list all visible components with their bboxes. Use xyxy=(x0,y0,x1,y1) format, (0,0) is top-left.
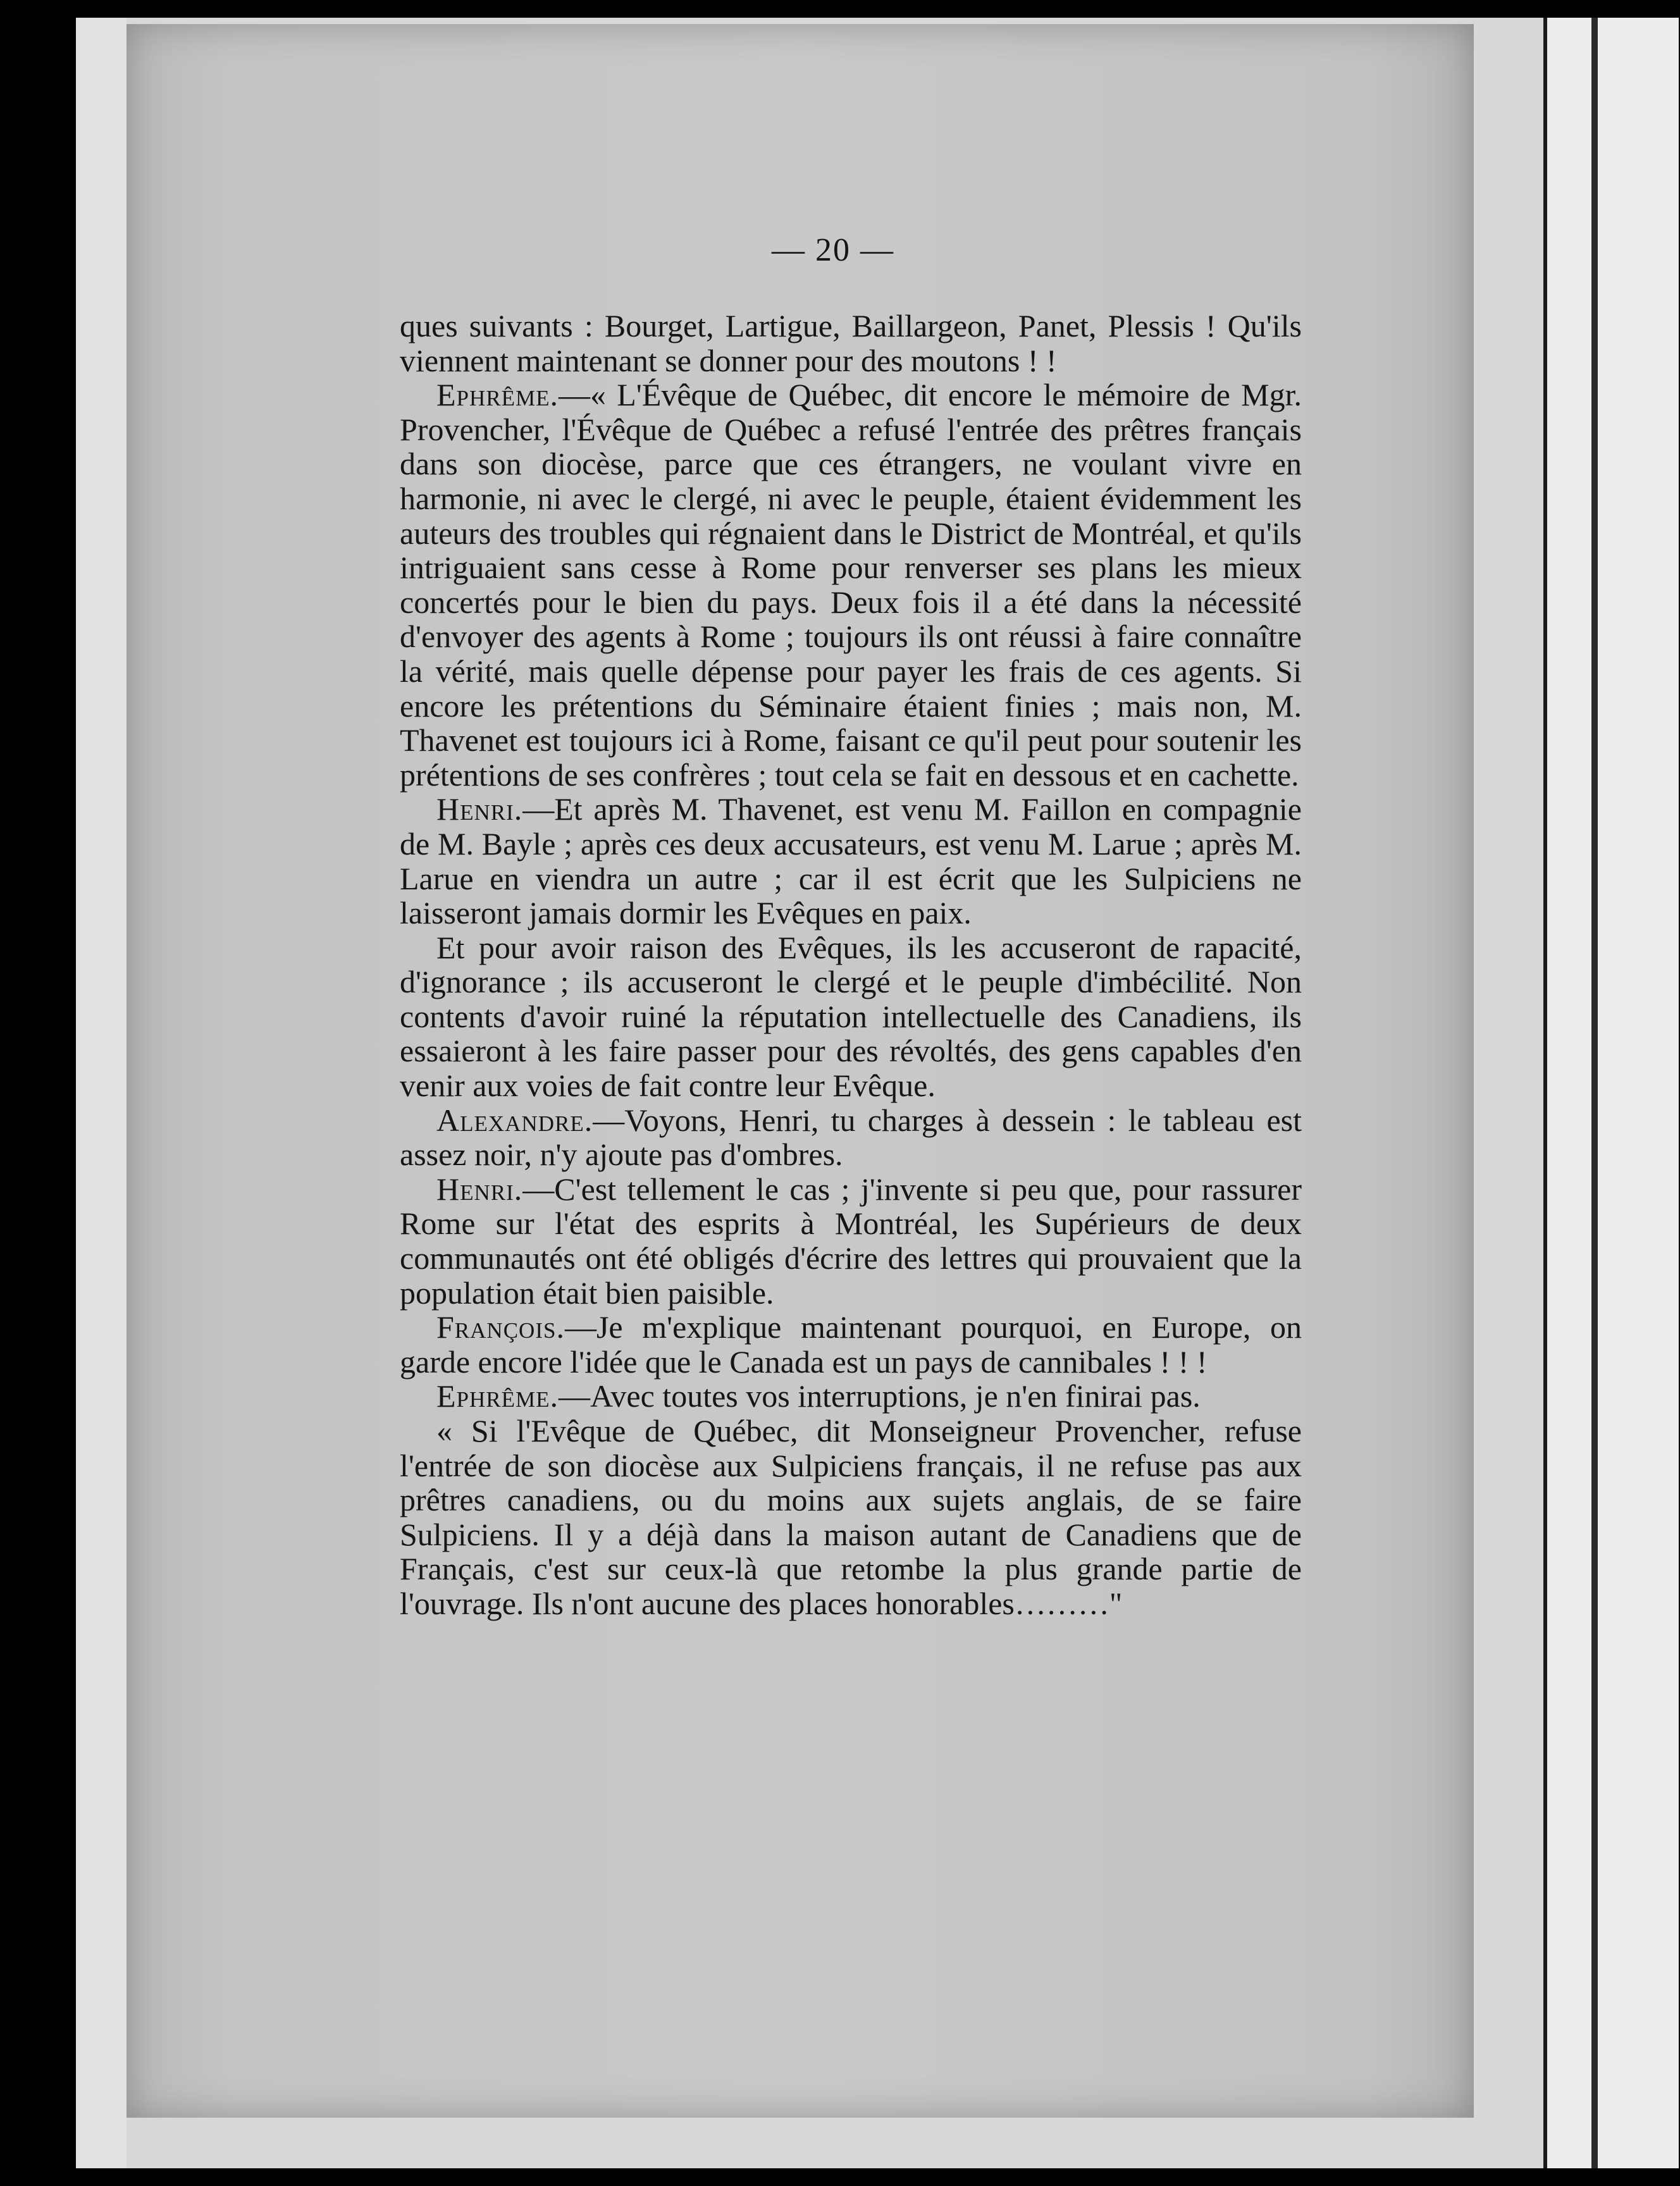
paragraph-text: —C'est tellement le cas ; j'invente si peu que, pour rassurer Rome sur l'état des esprits à Montréal, les Supérieurs de deux communautés ont été obligés d'écrire des lettres qui prouvaient que la population était bien paisible. xyxy=(400,1171,1302,1311)
paragraph-text: —Je m'explique maintenant pourquoi, en Europe, on garde encore l'idée que le Canada est un pays de cannibales ! ! ! xyxy=(400,1309,1302,1380)
speaker-name: Ephrême. xyxy=(436,1378,559,1414)
adjacent-page-edge xyxy=(1543,18,1679,2168)
paragraph xyxy=(400,930,1302,1103)
speaker-name: François. xyxy=(436,1309,565,1345)
paragraph-text: —Voyons, Henri, tu charges à dessein : le tableau est assez noir, n'y ajoute pas d'ombres. xyxy=(400,1102,1302,1173)
paragraph xyxy=(400,1103,1302,1172)
paragraph-text: ques suivants : Bourget, Lartigue, Baillargeon, Panet, Plessis ! Qu'ils viennent maintenant se donner pour des moutons ! ! xyxy=(400,308,1302,378)
paragraph xyxy=(400,1310,1302,1379)
paragraph-text: —« L'Évêque de Québec, dit encore le mémoire de Mgr. Provencher, l'Évêque de Québec a refusé l'entrée des prêtres français dans son diocèse, parce que ces étrangers, ne voulant vivre en harmonie, ni avec le clergé, ni avec le peuple, étaient évidemment les auteurs des troubles qui régnaient dans le District de Montréal, et qu'ils intriguaient sans cesse à Rome pour renverser ses plans les mieux concertés pour le bien du pays. Deux fois il a été dans la nécessité d'envoyer des agents à Rome ; toujours ils ont réussi à faire connaître la vérité, mais quelle dépense pour payer les frais de ces agents. Si encore les prétentions du Séminaire étaient finies ; mais non, M. Thavenet est toujours ici à Rome, faisant ce qu'il peut pour soutenir les prétentions de ses confrères ; tout cela se fait en dessous et en cachette. xyxy=(400,377,1302,793)
speaker-name: Alexandre. xyxy=(436,1102,593,1138)
page-number: — 20 — xyxy=(772,232,894,268)
speaker-name: Henri. xyxy=(436,1171,523,1207)
speaker-name: Henri. xyxy=(436,791,523,827)
paragraph-text: —Et après M. Thavenet, est venu M. Faillon en compagnie de M. Bayle ; après ces deux accusateurs, est venu M. Larue ; après M. Larue en viendra un autre ; car il est écrit que les Sulpiciens ne laisseront jamais dormir les Evêques en paix. xyxy=(400,791,1302,931)
paragraph xyxy=(400,1379,1302,1414)
page-edge-line xyxy=(1591,18,1598,2168)
paragraph xyxy=(400,378,1302,792)
paragraph-text: —Avec toutes vos interruptions, je n'en finirai pas. xyxy=(559,1378,1201,1414)
paragraph xyxy=(400,1414,1302,1621)
left-binding-margin xyxy=(76,18,127,2168)
paragraph-text: Et pour avoir raison des Evêques, ils les accuseront de rapacité, d'ignorance ; ils accuseront le clergé et le peuple d'imbécilité. Non contents d'avoir ruiné la réputation intellectuelle des Canadiens, ils essaieront à les faire passer pour des révoltés, des gens capables d'en venir aux voies de fait contre leur Evêque. xyxy=(400,929,1302,1104)
paragraph-text: « Si l'Evêque de Québec, dit Monseigneur Provencher, refuse l'entrée de son diocèse aux Sulpiciens français, il ne refuse pas aux prêtres canadiens, ou du moins aux sujets anglais, de se faire Sulpiciens. Il y a déjà dans la maison autant de Canadiens que de Français, c'est sur ceux-là que retombe la plus grande partie de l'ouvrage. Ils n'ont aucune des places honorables………" xyxy=(400,1413,1302,1621)
body-text xyxy=(400,309,1302,1621)
paragraph xyxy=(400,792,1302,930)
speaker-name: Ephrême. xyxy=(436,377,559,413)
paragraph xyxy=(400,1172,1302,1310)
paragraph xyxy=(400,309,1302,378)
